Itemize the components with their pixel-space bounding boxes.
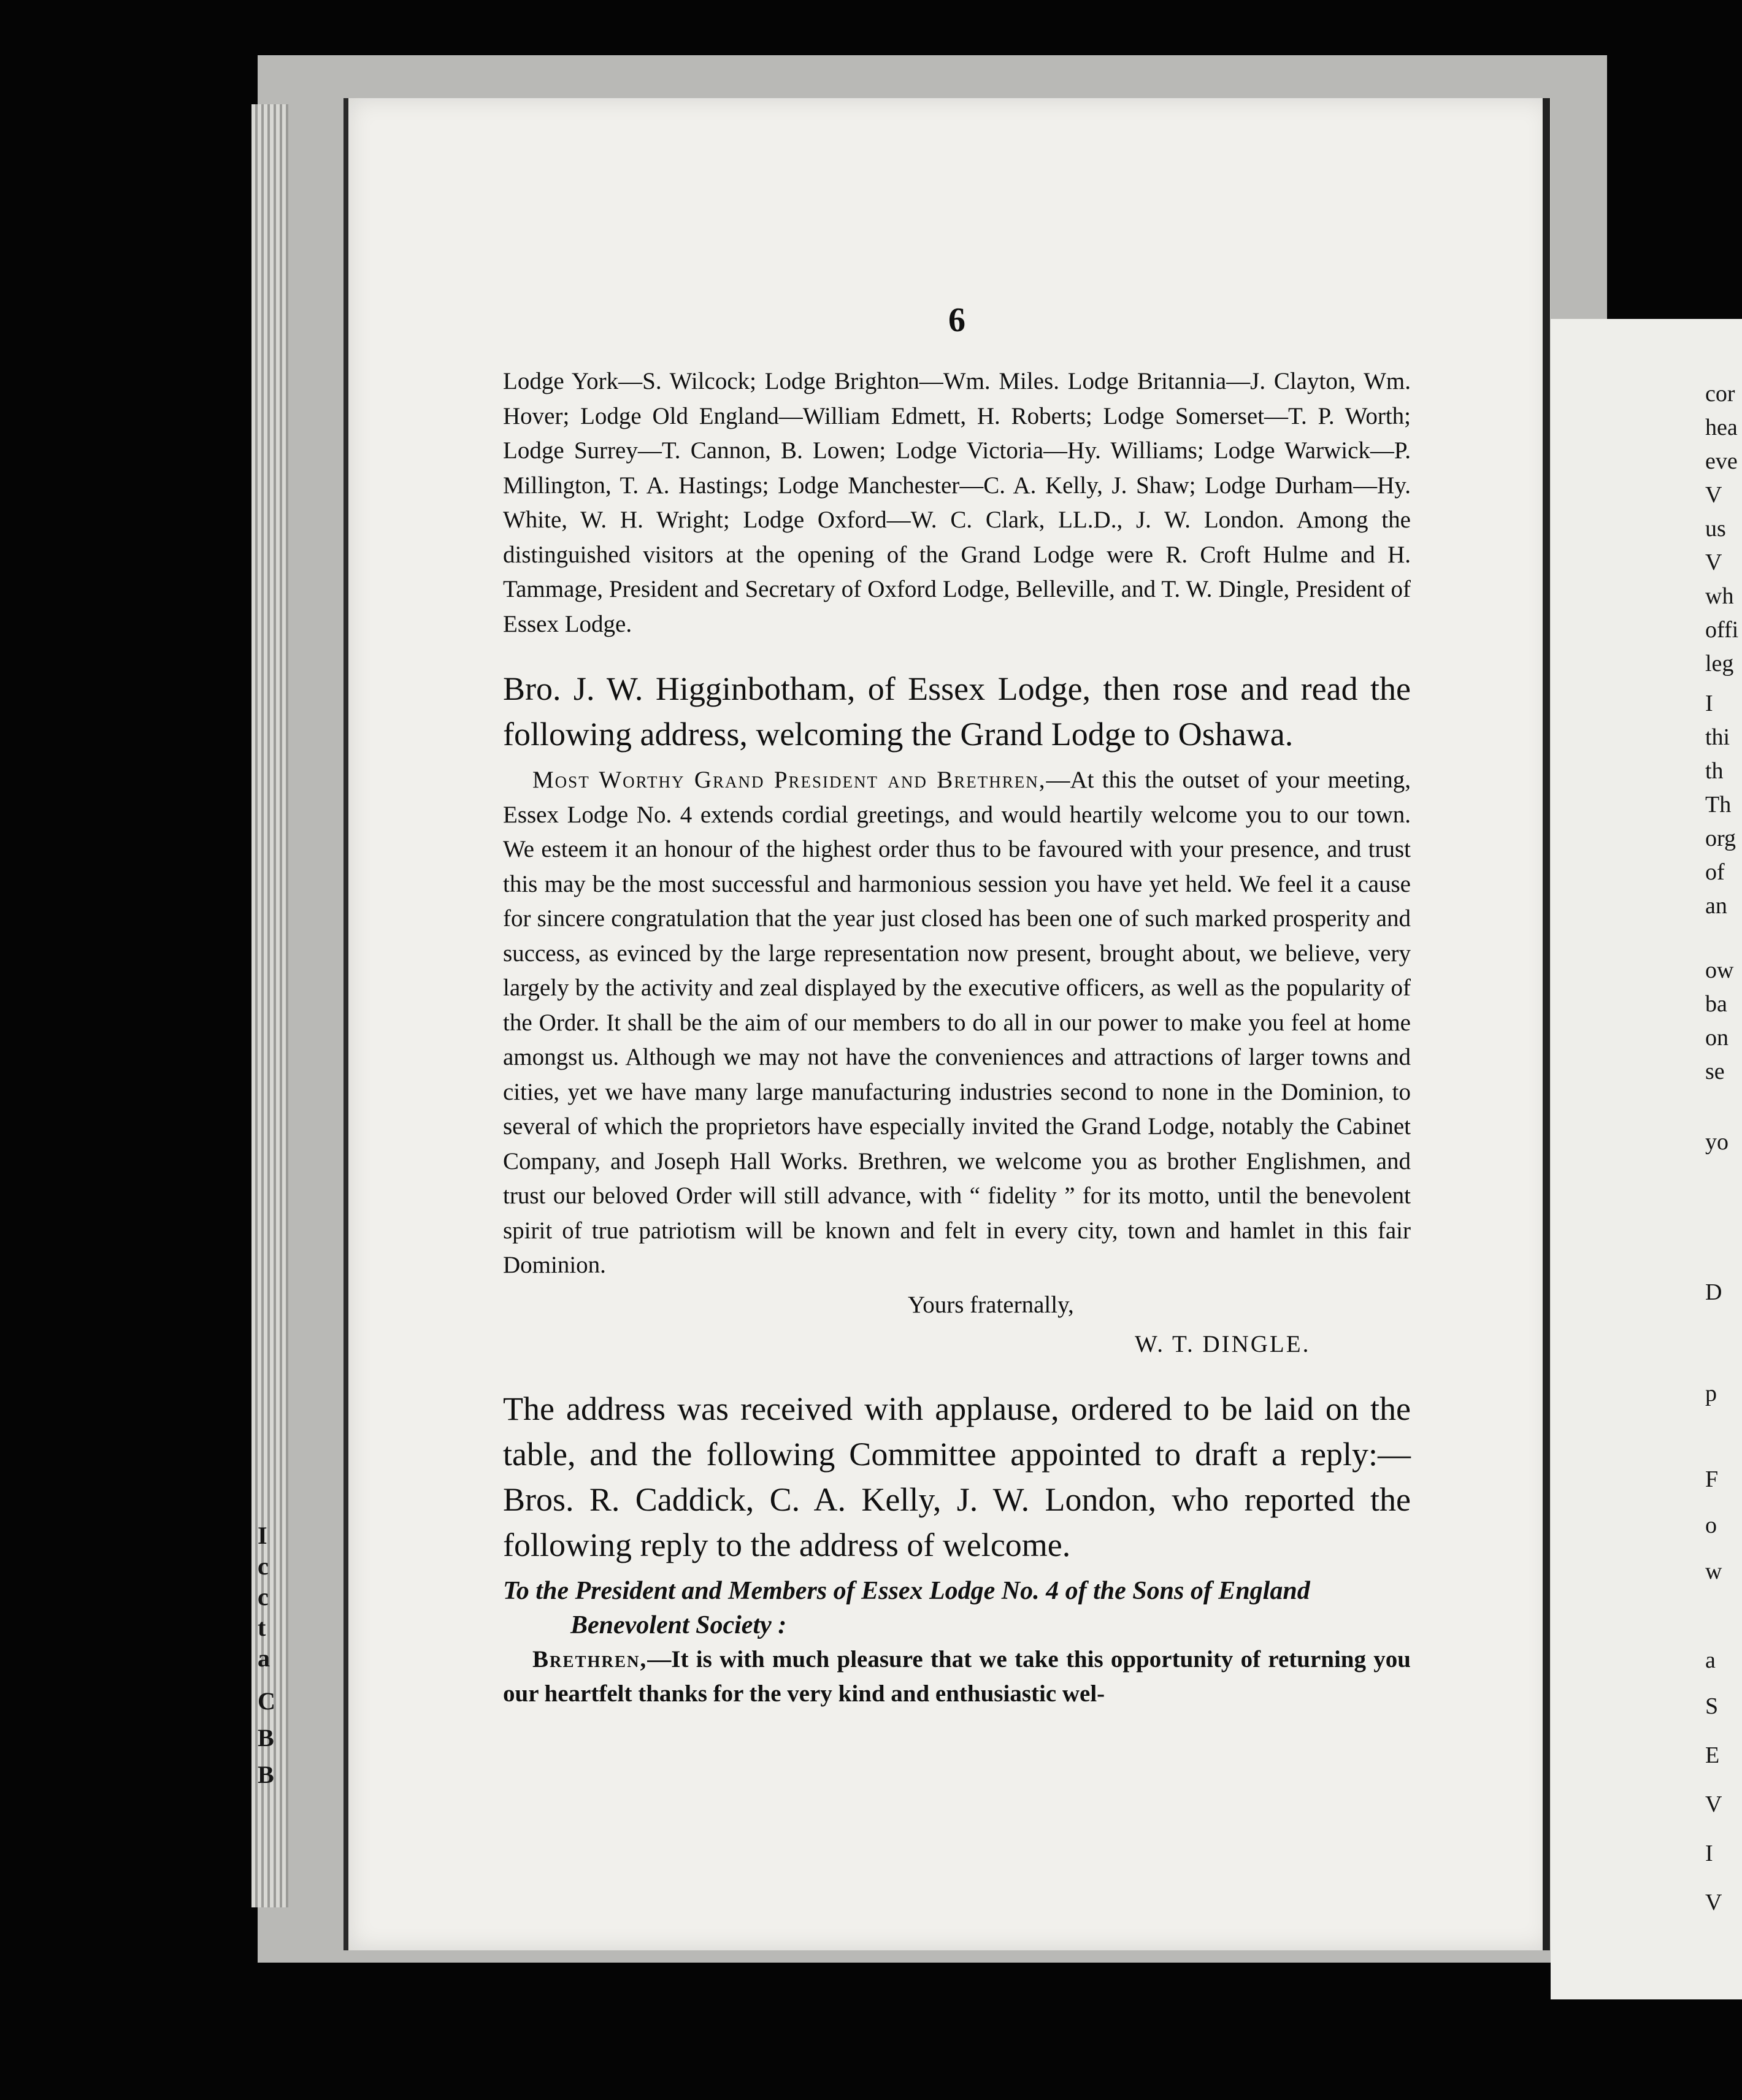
paragraph-lodge-delegates	[503, 364, 1411, 642]
facing-page-fragment: of	[1705, 859, 1725, 885]
left-edge-fragment: a	[258, 1644, 270, 1672]
facing-page-fragment: cor	[1705, 381, 1735, 407]
reply-salutation: Brethren,	[532, 1646, 648, 1673]
address-signature: W. T. DINGLE.	[1135, 1330, 1311, 1357]
reply-heading-line-1: To the President and Members of Essex Lodge No. 4 of the Sons of England	[503, 1576, 1310, 1605]
reply-body	[503, 1642, 1411, 1711]
facing-page-fragment: wh	[1705, 583, 1734, 609]
paragraph-address-intro	[503, 666, 1411, 757]
facing-page-fragment: ow	[1705, 957, 1734, 983]
facing-page-fragment: an	[1705, 893, 1727, 919]
left-edge-fragment: B	[258, 1724, 274, 1752]
facing-page-fragment: hea	[1705, 415, 1738, 440]
facing-page-fragment: V	[1705, 1792, 1722, 1817]
facing-page-fragment: th	[1705, 758, 1724, 784]
paragraph-1-text: Lodge York—S. Wilcock; Lodge Brighton—Wm. Miles. Lodge Britannia—J. Clayton, Wm. Hover; Lodge Old England—William Edmett, H. Roberts; Lodge Somerset—T. P. Worth; Lodge Surrey—T. Cannon, B. Lowen; Lodge Victoria—Hy. Williams; Lodge Warwick—P. Millington, T. A. Hastings; Lodge Manchester—C. A. Kelly, J. Shaw; Lodge Durham—Hy. White, W. H. Wright; Lodge Oxford—W. C. Clark, LL.D., J. W. London. Among the distinguished visitors at the opening of the Grand Lodge were R. Croft Hulme and H. Tammage, President and Secretary of Oxford Lodge, Belleville, and T. W. Dingle, President of Essex Lodge.	[503, 368, 1411, 637]
paragraph-2-text: Bro. J. W. Higginbotham, of Essex Lodge, then rose and read the following address, welcoming the Grand Lodge to Oshawa.	[503, 670, 1411, 753]
address-salutation: Most Worthy Grand President and Brethren,	[532, 767, 1046, 793]
facing-page-fragment: V	[1705, 550, 1722, 575]
facing-page-fragment: p	[1705, 1381, 1717, 1406]
facing-page-fragment: a	[1705, 1647, 1716, 1673]
facing-page-fragment: eve	[1705, 448, 1738, 474]
facing-page-fragment: w	[1705, 1558, 1722, 1584]
page-content	[503, 301, 1411, 1711]
facing-page-fragment: E	[1705, 1742, 1720, 1768]
facing-page-fragment: se	[1705, 1059, 1725, 1084]
facing-page-fragment: V	[1705, 1890, 1722, 1915]
facing-page-fragment: ba	[1705, 991, 1727, 1017]
facing-page-fragment: offi	[1705, 617, 1739, 643]
left-edge-fragment: c	[258, 1552, 269, 1580]
facing-page-fragment: V	[1705, 482, 1722, 508]
facing-page-fragment: thi	[1705, 724, 1730, 750]
paragraph-committee	[503, 1386, 1411, 1568]
facing-page-fragment: F	[1705, 1466, 1719, 1492]
left-edge-fragment: B	[258, 1761, 274, 1788]
facing-page-fragment: S	[1705, 1693, 1719, 1719]
facing-page-fragment: org	[1705, 826, 1736, 851]
left-edge-fragment: C	[258, 1687, 275, 1715]
facing-page-fragment: on	[1705, 1025, 1729, 1051]
book-edge	[251, 104, 288, 1907]
welcome-address	[503, 763, 1411, 1283]
facing-page-fragment: us	[1705, 516, 1726, 542]
left-edge-fragment: I	[258, 1522, 267, 1549]
reply-body-text: —It is with much pleasure that we take this opportunity of returning you our heartfelt thanks for the very kind and enthusiastic wel-	[503, 1646, 1411, 1707]
page-number: 6	[948, 301, 965, 339]
left-edge-fragment: t	[258, 1614, 266, 1641]
facing-page-fragment: I	[1705, 691, 1713, 716]
address-closing: Yours fraternally,	[908, 1291, 1074, 1318]
facing-page-fragment: leg	[1705, 651, 1734, 676]
facing-page-fragment: I	[1705, 1841, 1713, 1866]
reply-heading-line-2: Benevolent Society :	[570, 1611, 787, 1639]
facing-page-fragment: Th	[1705, 792, 1732, 818]
facing-page-fragment: yo	[1705, 1129, 1729, 1155]
reply-heading	[503, 1574, 1411, 1642]
facing-page-fragment: D	[1705, 1279, 1722, 1305]
page-gutter	[1543, 98, 1550, 1950]
paragraph-3-text: The address was received with applause, ordered to be laid on the table, and the following Committee appointed to draft a reply:—Bros. R. Caddick, C. A. Kelly, J. W. London, who reported the following reply to the address of welcome.	[503, 1390, 1411, 1563]
facing-page-fragment: o	[1705, 1512, 1717, 1538]
left-edge-fragment: c	[258, 1583, 269, 1611]
address-body: —At this the outset of your meeting, Essex Lodge No. 4 extends cordial greetings, and would heartily welcome you to our town. We esteem it an honour of the highest order thus to be favoured with your presence, and trust this may be the most successful and harmonious session you have yet held. We feel it a cause for sincere congratulation that the year just closed has been one of such marked prosperity and success, as evinced by the large representation now present, brought about, we believe, very largely by the activity and zeal displayed by the executive officers, as well as the popularity of the Order. It shall be the aim of our members to do all in our power to make you feel at home amongst us. Although we may not have the conveniences and attractions of larger towns and cities, yet we have many large manufacturing industries second to none in the Dominion, to several of which the proprietors have especially invited the Grand Lodge, notably the Cabinet Company, and Joseph Hall Works. Brethren, we welcome you as brother Englishmen, and trust our beloved Order will still advance, with “ fidelity ” for its motto, until the benevolent spirit of true patriotism will be known and felt in every city, town and hamlet in this fair Dominion.	[503, 767, 1411, 1278]
